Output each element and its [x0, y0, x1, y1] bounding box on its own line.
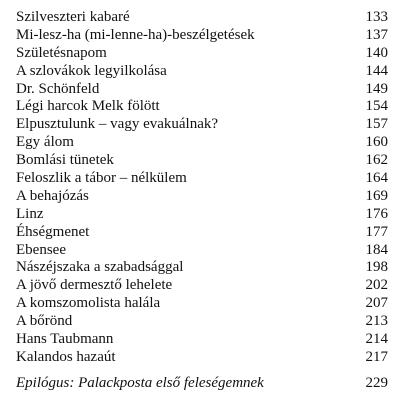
- toc-entry-page: 198: [365, 259, 388, 276]
- toc-entry-page: 213: [365, 313, 388, 330]
- toc-entry-page: 214: [365, 331, 388, 348]
- toc-entry: [16, 27, 388, 45]
- toc-entry: [16, 152, 388, 170]
- toc-entry-title: Bomlási tünetek: [16, 152, 114, 169]
- toc-entry-title: A behajózás: [16, 187, 89, 204]
- toc-entry-page: 149: [365, 80, 388, 97]
- toc-entry: [16, 45, 388, 63]
- toc-entry-page: 162: [365, 152, 388, 169]
- toc-entry-page: 169: [365, 187, 388, 204]
- table-of-contents: [16, 9, 388, 367]
- toc-entry: [16, 242, 388, 260]
- toc-epilogue-title: Epilógus: Palackposta első feleségemnek: [16, 375, 264, 391]
- toc-entry-page: 133: [365, 9, 388, 25]
- toc-entry-page: 144: [365, 62, 388, 79]
- toc-entry-title: Kalandos hazaút: [16, 348, 116, 365]
- toc-entry: [16, 206, 388, 224]
- toc-entry: [16, 98, 388, 116]
- toc-entry-title: A jövő dermesztő lehelete: [16, 277, 173, 294]
- toc-entry-page: 157: [365, 116, 388, 133]
- toc-entry-title: Egy álom: [16, 134, 74, 151]
- toc-entry: [16, 188, 388, 206]
- toc-entry-page: 137: [365, 26, 388, 43]
- toc-entry-page: 154: [365, 98, 388, 115]
- toc-entry-title: Mi-lesz-ha (mi-lenne-ha)-beszélgetések: [16, 26, 255, 43]
- toc-entry-title: Elpusztulunk – vagy evakuálnak?: [16, 116, 219, 133]
- toc-entry-title: A bőrönd: [16, 313, 73, 330]
- toc-entry: [16, 134, 388, 152]
- toc-entry: [16, 331, 388, 349]
- toc-entry-title: A komszomolista halála: [16, 295, 161, 312]
- toc-entry-title: Ebensee: [16, 241, 66, 258]
- toc-entry-page: 160: [365, 134, 388, 151]
- toc-entry-page: 176: [365, 205, 388, 222]
- toc-entry-title: Éhségmenet: [16, 223, 90, 240]
- toc-entry-title: Feloszlik a tábor – nélkülem: [16, 170, 187, 187]
- toc-entry-title: Szilveszteri kabaré: [16, 9, 130, 25]
- toc-entry: [16, 313, 388, 331]
- toc-entry-title: Linz: [16, 205, 44, 222]
- toc-epilogue-page: 229: [365, 375, 388, 391]
- toc-entry: [16, 9, 388, 27]
- toc-entry-page: 184: [365, 241, 388, 258]
- toc-entry: [16, 295, 388, 313]
- toc-entry-page: 217: [365, 348, 388, 365]
- toc-entry-page: 177: [365, 223, 388, 240]
- toc-entry-title: Hans Taubmann: [16, 331, 114, 348]
- toc-entry-title: Légi harcok Melk fölött: [16, 98, 160, 115]
- toc-entry: [16, 63, 388, 81]
- toc-entry: [16, 277, 388, 295]
- toc-entry-title: Nászéjszaka a szabadsággal: [16, 259, 184, 276]
- toc-entry: [16, 259, 388, 277]
- toc-entry: [16, 224, 388, 242]
- toc-entry-page: 207: [365, 295, 388, 312]
- toc-epilogue-entry: [16, 374, 388, 392]
- toc-entry: [16, 81, 388, 99]
- toc-entry-page: 164: [365, 170, 388, 187]
- toc-entry: [16, 349, 388, 367]
- toc-entry-page: 140: [365, 44, 388, 61]
- toc-entry-title: A szlovákok legyilkolása: [16, 62, 167, 79]
- toc-entry-title: Dr. Schönfeld: [16, 80, 100, 97]
- toc-entry: [16, 170, 388, 188]
- toc-entry-title: Születésnapom: [16, 44, 107, 61]
- toc-entry: [16, 116, 388, 134]
- toc-entry-page: 202: [365, 277, 388, 294]
